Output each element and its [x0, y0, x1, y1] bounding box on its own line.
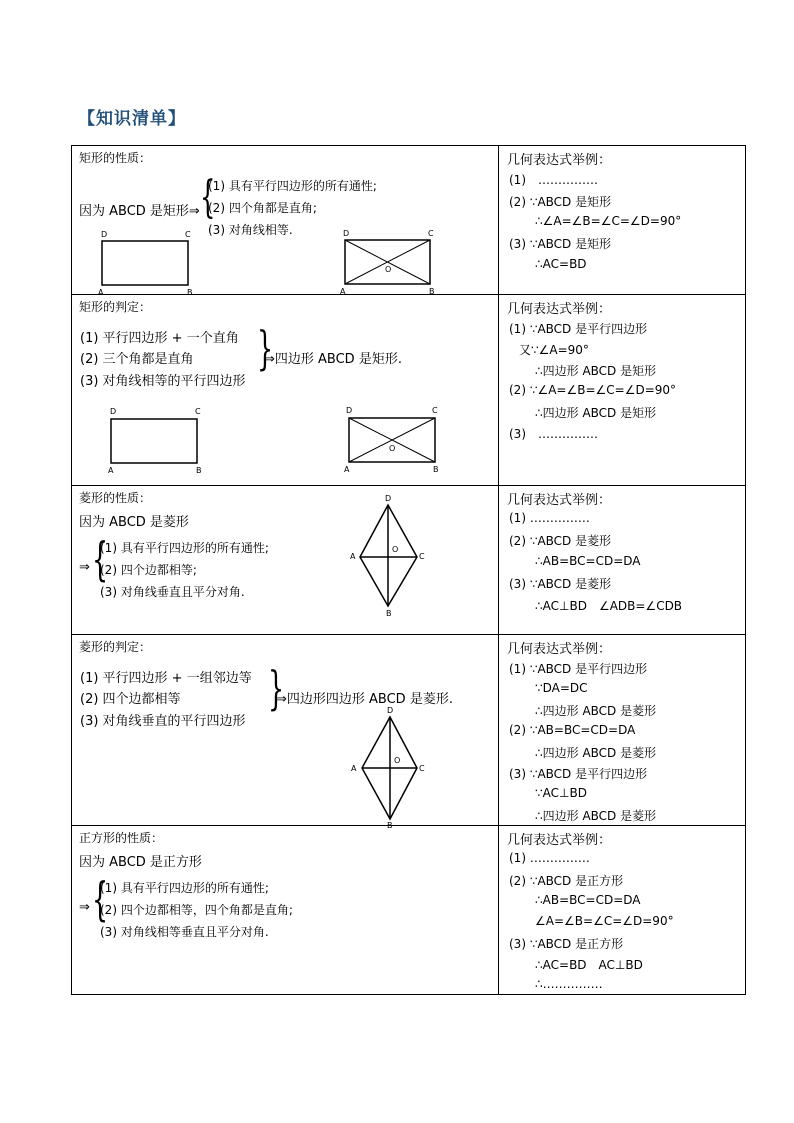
conclusion-text: ⇒四边形四边形 ABCD 是菱形. — [276, 692, 453, 707]
center-label-o: O — [385, 265, 392, 274]
example-line: (2) ∵ABCD 是矩形 — [509, 195, 612, 209]
center-label-o: O — [392, 545, 399, 554]
examples-title: 几何表达式举例： — [507, 493, 612, 508]
property-item: (3) 对角线垂直且平分对角. — [100, 585, 245, 599]
right-brace-icon: } — [257, 321, 274, 375]
rhombus-figure — [72, 635, 498, 830]
example-line: ∵AC⊥BD — [535, 786, 587, 800]
rectangle-figures — [72, 295, 498, 485]
section-title: 菱形的性质： — [79, 491, 152, 505]
vertex-label-c: C — [185, 230, 191, 239]
criteria-item: (1) 平行四边形 + 一组邻边等 — [80, 671, 252, 686]
example-line: 又∵∠A=90° — [519, 343, 589, 357]
property-item: (2) 四个角都是直角; — [208, 201, 317, 215]
property-item: (1) 具有平行四边形的所有通性; — [100, 881, 269, 895]
example-line: ∠A=∠B=∠C=∠D=90° — [535, 914, 674, 928]
row-rectangle-properties — [72, 146, 746, 295]
vertex-label-b: B — [433, 465, 439, 474]
center-label-o: O — [389, 444, 396, 453]
example-line: ∴四边形 ABCD 是菱形 — [535, 809, 657, 823]
vertex-label-c: C — [428, 229, 434, 238]
example-line: ∴AC=BD AC⊥BD — [535, 958, 643, 972]
criteria-item: (2) 三个角都是直角 — [80, 352, 194, 367]
example-line: (1) …………… — [509, 511, 590, 525]
property-item: (1) 具有平行四边形的所有通性; — [100, 541, 269, 555]
left-brace-icon: { — [92, 532, 109, 586]
property-item: (2) 四个边都相等，四个角都是直角; — [100, 903, 293, 917]
row-rhombus-criteria — [72, 635, 746, 826]
example-line: (3) ∵ABCD 是正方形 — [509, 937, 624, 951]
conclusion-text: ⇒四边形 ABCD 是矩形. — [264, 352, 402, 367]
vertex-label-b: B — [386, 609, 392, 618]
vertex-label-c: C — [195, 407, 201, 416]
example-line: (1) ∵ABCD 是平行四边形 — [509, 662, 648, 676]
intro-text: 因为 ABCD 是正方形 — [79, 855, 202, 870]
example-line: (3) ∵ABCD 是矩形 — [509, 237, 612, 251]
vertex-label-d: D — [343, 229, 350, 238]
vertex-label-c: C — [419, 764, 425, 773]
vertex-label-d: D — [387, 706, 394, 715]
section-title: 正方形的性质： — [79, 831, 164, 845]
examples-title: 几何表达式举例： — [507, 833, 612, 848]
vertex-label-a: A — [340, 287, 346, 296]
vertex-label-b: B — [429, 287, 435, 296]
implies-arrow: ⇒ — [79, 900, 90, 915]
row-square-properties — [72, 826, 746, 995]
examples-title: 几何表达式举例： — [507, 153, 612, 168]
knowledge-table — [71, 145, 746, 995]
rectangle-shape — [102, 241, 188, 285]
example-line: ∴四边形 ABCD 是菱形 — [535, 704, 657, 718]
criteria-item: (1) 平行四边形 + 一个直角 — [80, 331, 239, 346]
criteria-item: (3) 对角线相等的平行四边形 — [80, 374, 246, 389]
vertex-label-d: D — [385, 494, 392, 503]
center-label-o: O — [394, 756, 401, 765]
example-line: (1) …………… — [509, 173, 598, 187]
example-line: ∴AB=BC=CD=DA — [535, 893, 641, 907]
property-item: (3) 对角线相等. — [208, 223, 293, 237]
vertex-label-b: B — [196, 466, 202, 475]
property-item: (1) 具有平行四边形的所有通性; — [208, 179, 377, 193]
example-line: (3) …………… — [509, 427, 598, 441]
vertex-label-a: A — [98, 288, 104, 297]
vertex-label-d: D — [346, 406, 353, 415]
examples-title: 几何表达式举例： — [507, 302, 612, 317]
vertex-label-d: D — [101, 230, 108, 239]
implies-arrow: ⇒ — [79, 560, 90, 575]
section-title: 矩形的判定： — [79, 300, 152, 314]
rectangle-figures — [72, 146, 498, 297]
rhombus-figure — [72, 486, 498, 634]
vertex-label-a: A — [344, 465, 350, 474]
intro-text: 因为 ABCD 是菱形 — [79, 515, 189, 530]
example-line: (2) ∵ABCD 是菱形 — [509, 534, 612, 548]
left-brace-icon: { — [200, 172, 216, 223]
example-line: ∴AC=BD — [535, 257, 587, 271]
right-brace-icon: } — [268, 661, 285, 715]
example-line: ∴AC⊥BD ∠ADB=∠CDB — [535, 599, 683, 613]
vertex-label-a: A — [350, 552, 356, 561]
example-line: (3) ∵ABCD 是菱形 — [509, 577, 612, 591]
example-line: ∴四边形 ABCD 是矩形 — [535, 406, 657, 420]
example-line: ∴四边形 ABCD 是菱形 — [535, 746, 657, 760]
left-brace-icon: { — [92, 872, 109, 926]
row-rectangle-criteria — [72, 295, 746, 486]
vertex-label-b: B — [187, 288, 193, 297]
property-item: (2) 四个边都相等; — [100, 563, 197, 577]
example-line: ∵DA=DC — [535, 681, 588, 695]
example-line: ∴∠A=∠B=∠C=∠D=90° — [535, 214, 682, 228]
page-heading: 【知识清单】 — [78, 109, 186, 129]
examples-title: 几何表达式举例： — [507, 642, 612, 657]
section-title: 菱形的判定： — [79, 640, 152, 654]
property-item: (3) 对角线相等垂直且平分对角. — [100, 925, 269, 939]
section-title: 矩形的性质： — [79, 151, 152, 165]
vertex-label-d: D — [110, 407, 117, 416]
example-line: (2) ∵AB=BC=CD=DA — [509, 723, 636, 737]
example-line: (2) ∵∠A=∠B=∠C=∠D=90° — [509, 383, 677, 397]
example-line: ∴…………… — [535, 977, 603, 991]
vertex-label-c: C — [432, 406, 438, 415]
criteria-item: (2) 四个边都相等 — [80, 692, 181, 707]
example-line: ∴AB=BC=CD=DA — [535, 554, 641, 568]
vertex-label-a: A — [351, 764, 357, 773]
criteria-item: (3) 对角线垂直的平行四边形 — [80, 714, 246, 729]
example-line: (3) ∵ABCD 是平行四边形 — [509, 767, 648, 781]
example-line: (2) ∵ABCD 是正方形 — [509, 874, 624, 888]
vertex-label-a: A — [108, 466, 114, 475]
example-line: (1) …………… — [509, 851, 590, 865]
example-line: ∴四边形 ABCD 是矩形 — [535, 364, 657, 378]
row-rhombus-properties — [72, 486, 746, 635]
vertex-label-b: B — [387, 821, 393, 830]
intro-text: 因为 ABCD 是矩形⇒ — [79, 204, 200, 219]
vertex-label-c: C — [419, 552, 425, 561]
rectangle-shape — [111, 419, 197, 463]
example-line: (1) ∵ABCD 是平行四边形 — [509, 322, 648, 336]
